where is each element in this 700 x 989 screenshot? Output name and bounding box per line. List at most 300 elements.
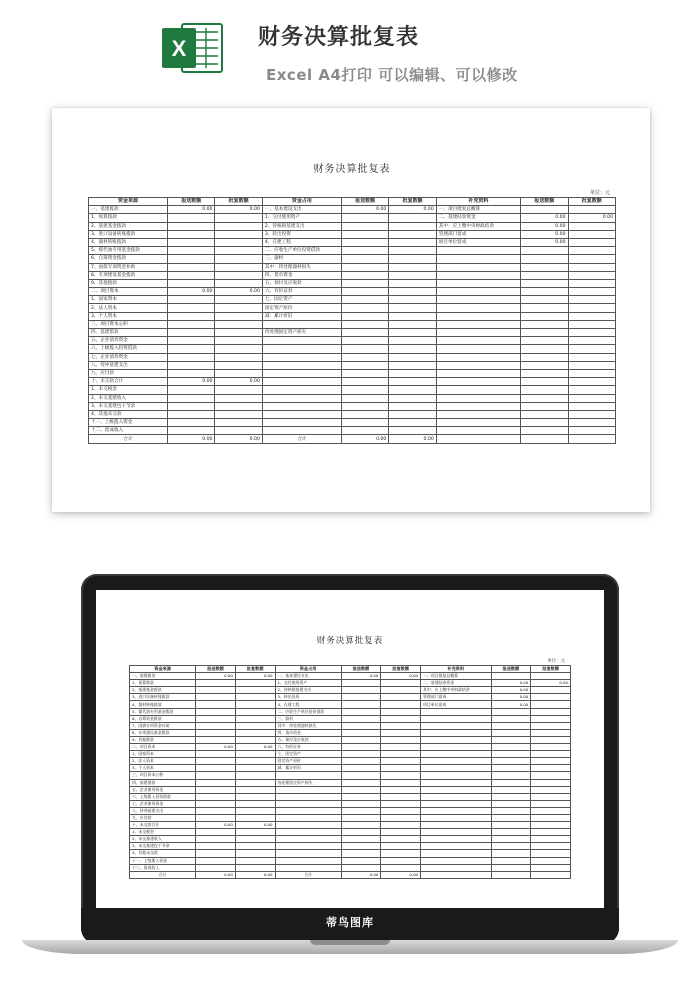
column-header: 资金来源 [89,198,168,206]
table-cell [215,222,262,230]
table-cell [275,807,341,814]
table-cell [568,410,615,418]
table-cell [421,857,492,864]
table-row [130,829,571,836]
table-cell: 3、转出投资 [262,230,341,238]
table-cell: 五、预付及应收款 [262,279,341,287]
table-cell [341,800,381,807]
table-cell: 一、项目批复总概算 [421,673,492,680]
table-cell [436,263,520,271]
table-row [89,214,616,222]
table-cell: 二、应收生产单位投资借款 [262,247,341,255]
table-cell: 待处理固定资产损失 [275,779,341,786]
table-cell [436,402,520,410]
table-cell [531,814,571,821]
table-cell [436,378,520,386]
table-cell [341,312,388,320]
table-cell [521,410,568,418]
table-cell [196,857,236,864]
table-cell [436,427,520,435]
table-cell [341,263,388,271]
table-cell [235,701,275,708]
table-cell [341,708,381,715]
table-cell [531,722,571,729]
table-cell [341,345,388,353]
table-cell [262,402,341,410]
table-cell [196,765,236,772]
table-cell [215,312,262,320]
table-cell: 0.00 [235,744,275,751]
laptop-notch [310,940,390,945]
table-cell [262,337,341,345]
table-cell [491,814,531,821]
table-cell [491,822,531,829]
table-cell [436,361,520,369]
table-cell [196,793,236,800]
table-row [89,435,616,443]
table-cell [168,312,215,320]
table-cell [275,814,341,821]
table-row [130,758,571,765]
column-header: 报送数额 [491,666,531,673]
table-cell: 2、法人资本 [89,304,168,312]
table-cell: 二、应收生产单位投资借款 [275,708,341,715]
table-cell [531,758,571,765]
table-cell [215,353,262,361]
table-cell [168,320,215,328]
table-cell [196,758,236,765]
table-cell: 0.00 [491,687,531,694]
table-cell: 1、交付使用资产 [262,214,341,222]
table-cell [421,758,492,765]
table-cell [215,369,262,377]
table-cell: 六、有价证券 [275,744,341,751]
table-cell [341,279,388,287]
table-cell [215,345,262,353]
table-cell [262,386,341,394]
table-cell [262,378,341,386]
table-cell [521,369,568,377]
table-cell: 3、未交基建包干节余 [89,402,168,410]
table-cell [381,822,421,829]
table-cell: 8、专项建设基金拨款 [130,729,196,736]
table-cell: 2、待核销基建支出 [262,222,341,230]
table-cell [421,829,492,836]
table-cell [235,857,275,864]
table-cell [341,765,381,772]
table-cell [389,247,436,255]
financial-table [88,197,616,444]
sheet-content [88,160,616,444]
table-cell: 3、转出投资 [275,694,341,701]
table-cell [168,353,215,361]
table-row [130,807,571,814]
table-cell [215,427,262,435]
table-cell [521,329,568,337]
table-cell [531,687,571,694]
table-cell: 合计 [89,435,168,443]
table-cell [521,402,568,410]
table-cell [215,410,262,418]
table-cell: 十二、留成收入 [89,427,168,435]
table-cell [568,312,615,320]
table-cell: 十一、上级拨入资金 [130,857,196,864]
table-cell [568,279,615,287]
table-cell [235,850,275,857]
table-cell [531,694,571,701]
table-cell [235,800,275,807]
column-header: 资金来源 [130,666,196,673]
table-cell [168,279,215,287]
table-cell [389,214,436,222]
table-cell [215,419,262,427]
table-row [130,687,571,694]
table-cell [381,864,421,871]
table-cell [341,694,381,701]
table-cell [491,836,531,843]
table-cell [568,337,615,345]
table-cell [491,722,531,729]
table-cell [262,427,341,435]
table-cell [531,800,571,807]
table-cell [235,786,275,793]
table-row [130,694,571,701]
table-cell [196,779,236,786]
table-cell [491,786,531,793]
table-row [130,800,571,807]
table-cell [389,320,436,328]
table-row [89,329,616,337]
table-cell [381,722,421,729]
table-cell [262,369,341,377]
table-cell [262,361,341,369]
table-cell [436,271,520,279]
table-cell: 2、未交基建收入 [89,394,168,402]
column-header: 批复数额 [235,666,275,673]
laptop-brand-label: 蒂鸟图库 [326,916,374,929]
table-cell [196,729,236,736]
screen-sheet-content [129,634,571,879]
table-cell [389,427,436,435]
table-cell [341,329,388,337]
table-row [89,263,616,271]
table-cell: 3、未交基建包干节余 [130,843,196,850]
table-cell [421,793,492,800]
table-cell [341,394,388,402]
table-cell [521,345,568,353]
table-cell [521,378,568,386]
table-cell [521,419,568,427]
table-cell: 2、基建基金拨款 [89,222,168,230]
screen-sheet-title: 财务决算批复表 [316,636,384,646]
table-cell [521,255,568,263]
table-cell [215,329,262,337]
table-cell [341,814,381,821]
table-cell [235,807,275,814]
table-cell [196,814,236,821]
column-header: 资金占用 [262,198,341,206]
table-cell: 一、基本建设支出 [275,673,341,680]
table-cell [275,786,341,793]
table-cell [341,378,388,386]
table-cell [436,312,520,320]
table-row [130,729,571,736]
table-cell: 三、器材 [275,715,341,722]
table-cell: 1、未交税金 [89,386,168,394]
column-header: 批复数额 [531,666,571,673]
table-row [89,312,616,320]
table-cell [341,729,381,736]
column-header: 资金占用 [275,666,341,673]
table-cell: 十一、上级拨入资金 [89,419,168,427]
table-row [130,843,571,850]
table-cell [196,772,236,779]
table-cell [436,419,520,427]
table-cell: 待处理固定资产损失 [262,329,341,337]
table-cell [421,800,492,807]
table-cell [421,772,492,779]
table-cell: 减：累计折旧 [262,312,341,320]
table-cell [341,744,381,751]
table-header-row [89,198,616,206]
table-cell [531,736,571,743]
table-cell [568,247,615,255]
table-cell [168,394,215,402]
table-row [130,772,571,779]
table-cell [168,337,215,345]
table-cell [381,850,421,857]
table-cell [421,814,492,821]
table-cell: 0.00 [491,701,531,708]
table-cell [491,850,531,857]
table-cell: 项目单位留成 [421,701,492,708]
table-cell [521,271,568,279]
table-cell [341,715,381,722]
table-cell [341,786,381,793]
table-row [130,779,571,786]
table-cell [568,394,615,402]
table-cell [215,394,262,402]
table-cell [381,701,421,708]
table-cell [436,410,520,418]
table-row [89,386,616,394]
table-cell: 合计 [262,435,341,443]
table-row [130,871,571,878]
table-cell [341,427,388,435]
table-row [89,402,616,410]
table-cell: 0.00 [196,744,236,751]
table-cell: 0.00 [341,871,381,878]
table-cell [168,386,215,394]
table-cell [275,850,341,857]
table-cell [568,361,615,369]
table-cell [568,345,615,353]
table-cell [531,871,571,878]
table-cell [196,736,236,743]
table-cell [341,386,388,394]
table-cell [521,435,568,443]
table-cell [196,680,236,687]
table-cell: 7、国债专项资金补助 [130,722,196,729]
table-cell [531,822,571,829]
table-cell [568,402,615,410]
table-cell: 1、预算拨款 [130,680,196,687]
column-header: 报送数额 [168,198,215,206]
table-cell: 一、项目批复总概算 [436,206,520,214]
table-cell [436,320,520,328]
table-cell [235,687,275,694]
table-cell: 2、未交基建收入 [130,836,196,843]
table-cell [421,765,492,772]
table-cell [381,836,421,843]
table-cell: 五、企业债券资金 [130,786,196,793]
table-cell [491,673,531,680]
table-cell [521,320,568,328]
table-cell [436,329,520,337]
table-cell: 1、预算拨款 [89,214,168,222]
table-cell [389,329,436,337]
table-cell [491,871,531,878]
table-cell [275,843,341,850]
table-cell [568,271,615,279]
table-cell [531,729,571,736]
table-cell [235,829,275,836]
table-cell [275,836,341,843]
table-cell: 0.00 [168,288,215,296]
table-cell [421,708,492,715]
table-cell [341,353,388,361]
table-cell [436,247,520,255]
table-cell [341,222,388,230]
table-cell [215,255,262,263]
table-cell [341,864,381,871]
table-cell: 六、有价证券 [262,288,341,296]
table-cell: 3、进口设备转账拨款 [89,230,168,238]
table-cell: 4、器材转账拨款 [89,238,168,246]
table-cell [341,410,388,418]
table-cell [341,793,381,800]
table-cell [341,419,388,427]
table-cell: 0.00 [521,222,568,230]
table-cell: 二、基建结余资金 [421,680,492,687]
table-cell [168,214,215,222]
table-row [89,337,616,345]
table-cell: 0.00 [168,206,215,214]
table-cell [381,779,421,786]
table-cell [196,836,236,843]
table-cell: 管理部门留成 [436,230,520,238]
table-cell [521,394,568,402]
table-cell [215,296,262,304]
table-cell: 固定资产原价 [262,304,341,312]
table-cell: 9、其他拨款 [130,736,196,743]
table-cell [381,800,421,807]
table-cell [421,786,492,793]
page-header [0,0,700,95]
table-row [89,304,616,312]
table-row [130,814,571,821]
table-cell: 三、项目资本公积 [89,320,168,328]
table-cell [436,435,520,443]
table-row [89,353,616,361]
table-cell [436,255,520,263]
table-cell [341,337,388,345]
table-cell [491,729,531,736]
table-cell [491,779,531,786]
table-cell [341,369,388,377]
table-cell [235,751,275,758]
table-cell [341,247,388,255]
table-cell [341,807,381,814]
table-cell [215,279,262,287]
table-cell: 0.00 [196,673,236,680]
table-cell [421,779,492,786]
table-cell [341,772,381,779]
excel-icon [160,22,224,74]
table-cell [521,288,568,296]
table-cell [421,751,492,758]
table-cell [389,255,436,263]
table-cell [196,864,236,871]
table-cell [341,779,381,786]
table-cell [215,230,262,238]
table-cell: 七、固定资产 [262,296,341,304]
table-cell [381,843,421,850]
table-cell [381,680,421,687]
table-cell: 0.00 [341,206,388,214]
table-row [130,708,571,715]
table-cell: 项目单位留成 [436,238,520,246]
table-cell [521,361,568,369]
table-cell [235,694,275,701]
table-cell [568,206,615,214]
table-cell [521,337,568,345]
table-row [89,255,616,263]
table-cell [531,829,571,836]
table-cell: 1、国家资本 [89,296,168,304]
table-cell [196,800,236,807]
table-cell: 5、煤代油专用基金拨款 [89,247,168,255]
table-row [89,394,616,402]
table-cell: 九、应付款 [89,369,168,377]
table-cell: 十、未交款合计 [89,378,168,386]
table-cell: 0.00 [341,435,388,443]
table-cell [341,255,388,263]
table-cell: 三、器材 [262,255,341,263]
table-cell [168,427,215,435]
table-cell: 0.00 [196,871,236,878]
table-row [130,701,571,708]
table-cell [568,288,615,296]
table-cell [275,829,341,836]
table-cell: 合计 [130,871,196,878]
table-cell [235,680,275,687]
table-cell [215,238,262,246]
table-cell: 四、基建借款 [89,329,168,337]
table-cell [531,708,571,715]
table-cell: 5、煤代油专用基金拨款 [130,708,196,715]
table-cell [531,701,571,708]
table-cell [531,807,571,814]
table-cell [436,353,520,361]
table-cell [381,715,421,722]
column-header: 报送数额 [341,666,381,673]
table-cell [235,715,275,722]
table-cell [389,263,436,271]
table-cell [235,729,275,736]
table-cell: 0.00 [168,378,215,386]
table-cell [436,394,520,402]
